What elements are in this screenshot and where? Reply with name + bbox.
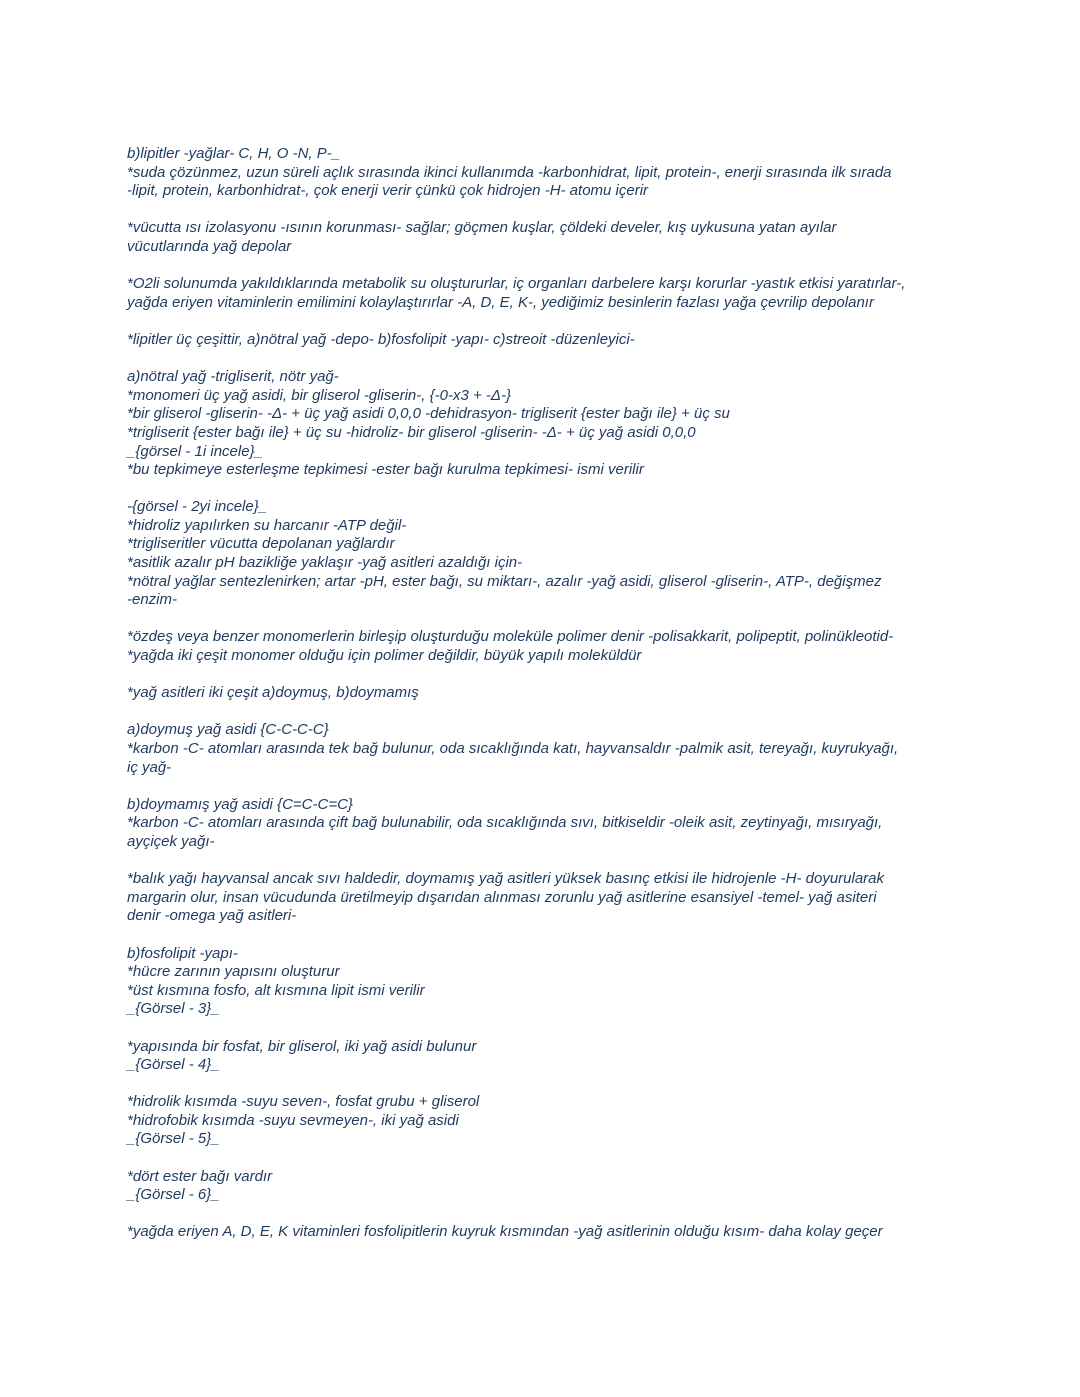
text-line: *hidrofobik kısımda -suyu sevmeyen-, iki yağ asidi [127,1111,459,1129]
text-line: *trigliserit {ester bağı ile} + üç su -hidroliz- bir gliserol -gliserin- -Δ- + üç yağ asidi 0,0,0 [127,423,696,441]
paragraph [127,870,967,926]
text-line: iç yağ- [127,758,172,776]
text-line: _{Görsel - 6}_ [127,1186,220,1204]
text-line: b)lipitler -yağlar- C, H, O -N, P-_ [127,145,341,162]
text-line: *vücutta ısı izolasyonu -ısının korunması- sağlar; göçmen kuşlar, çöldeki develer, kış uykusuna yatan ayılar [127,219,837,237]
paragraph [127,945,967,1019]
text-line: *dört ester bağı vardır [127,1167,273,1185]
text-line: a)doymuş yağ asidi {C-C-C-C} [127,721,329,739]
text-line: *yağda eriyen A, D, E, K vitaminleri fosfolipitlerin kuyruk kısmından -yağ asitlerinin olduğu kısım- daha kolay geçer [127,1223,883,1241]
text-line: *suda çözünmez, uzun süreli açlık sırasında ikinci kullanımda -karbonhidrat, lipit, protein-, enerji sırasında ilk sırada [127,163,892,181]
text-line: *hücre zarının yapısını oluşturur [127,963,340,981]
text-line: *trigliseritler vücutta depolanan yağlardır [127,535,395,553]
text-line: *yağ asitleri iki çeşit a)doymuş, b)doymamış [127,684,419,702]
text-line: *karbon -C- atomları arasında çift bağ bulunabilir, oda sıcaklığında sıvı, bitkiseldir -oleik asit, zeytinyağı, mısıryağı, [127,814,883,832]
text-line: -{görsel - 2yi incele}_ [127,498,268,516]
text-line: *bu tepkimeye esterleşme tepkimesi -ester bağı kurulma tepkimesi- ismi verilir [127,461,644,479]
paragraph [127,219,967,256]
text-line: ayçiçek yağı- [127,832,215,850]
text-line: *lipitler üç çeşittir, a)nötral yağ -depo- b)fosfolipit -yapı- c)streoit -düzenleyici- [127,330,635,348]
text-line: *asitlik azalır pH bazikliğe yaklaşır -yağ asitleri azaldığı için- [127,554,523,572]
text-line: yağda eriyen vitaminlerin emilimini kolaylaştırırlar -A, D, E, K-, yediğimiz besinlerin fazlası yağa çevrilip depolanır [127,293,874,311]
text-line: *O2li solunumda yakıldıklarında metabolik su oluştururlar, iç organları darbelere karşı korurlar -yastık etkisi yaratırlar-, [127,275,906,293]
paragraph [127,331,967,350]
text-line: *karbon -C- atomları arasında tek bağ bulunur, oda sıcaklığında katı, hayvansaldır -palmik asit, tereyağı, kuyrukyağı, [127,740,899,757]
paragraph [127,796,967,852]
paragraph [127,628,967,665]
text-line: b)doymamış yağ asidi {C=C-C=C} [127,795,353,813]
text-line: *monomeri üç yağ asidi, bir gliserol -gliserin-, {-0-x3 + -Δ-} [127,386,511,404]
text-line: margarin olur, insan vücudunda üretilmeyip dışarıdan alınması zorunlu yağ asitlerine esansiyel -temel- yağ asiteri [127,888,877,906]
text-line: b)fosfolipit -yapı- [127,944,238,962]
paragraph [127,1093,967,1149]
paragraph [127,368,967,480]
text-line: *yağda iki çeşit monomer olduğu için polimer değildir, büyük yapılı moleküldür [127,647,642,665]
text-line: *bir gliserol -gliserin- -Δ- + üç yağ asidi 0,0,0 -dehidrasyon- trigliserit {ester bağı ile} + üç su [127,405,730,423]
text-line: -lipit, protein, karbonhidrat-, çok enerji verir çünkü çok hidrojen -H- atomu içerir [127,182,649,200]
document-body [127,145,967,1261]
text-line: *hidroliz yapılırken su harcanır -ATP değil- [127,516,407,534]
text-line: *nötral yağlar sentezlenirken; artar -pH, ester bağı, su miktarı-, azalır -yağ asidi, gliserol -gliserin-, ATP-, değişmez [127,572,882,590]
paragraph [127,145,967,201]
text-line: denir -omega yağ asitleri- [127,907,297,925]
text-line: _{Görsel - 4}_ [127,1056,220,1074]
paragraph [127,1168,967,1205]
paragraph [127,498,967,610]
text-line: *hidrolik kısımda -suyu seven-, fosfat grubu + gliserol [127,1093,480,1111]
text-line: _{görsel - 1i incele}_ [127,442,263,460]
paragraph [127,1223,967,1242]
text-line: *üst kısmına fosfo, alt kısmına lipit ismi verilir [127,981,425,999]
paragraph [127,684,967,703]
text-line: _{Görsel - 3}_ [127,1000,220,1018]
text-line: _{Görsel - 5}_ [127,1130,220,1148]
text-line: -enzim- [127,591,178,609]
paragraph [127,721,967,777]
text-line: vücutlarında yağ depolar [127,237,292,255]
text-line: *özdeş veya benzer monomerlerin birleşip oluşturduğu moleküle polimer denir -polisakkarit, polipeptit, polinükleotid- [127,628,894,646]
text-line: a)nötral yağ -trigliserit, nötr yağ- [127,368,339,386]
paragraph [127,1038,967,1075]
text-line: *balık yağı hayvansal ancak sıvı haldedir, doymamış yağ asitleri yüksek basınç etkisi ile hidrojenle -H- doyurularak [127,870,885,888]
text-line: *yapısında bir fosfat, bir gliserol, iki yağ asidi bulunur [127,1037,477,1055]
paragraph [127,275,967,312]
